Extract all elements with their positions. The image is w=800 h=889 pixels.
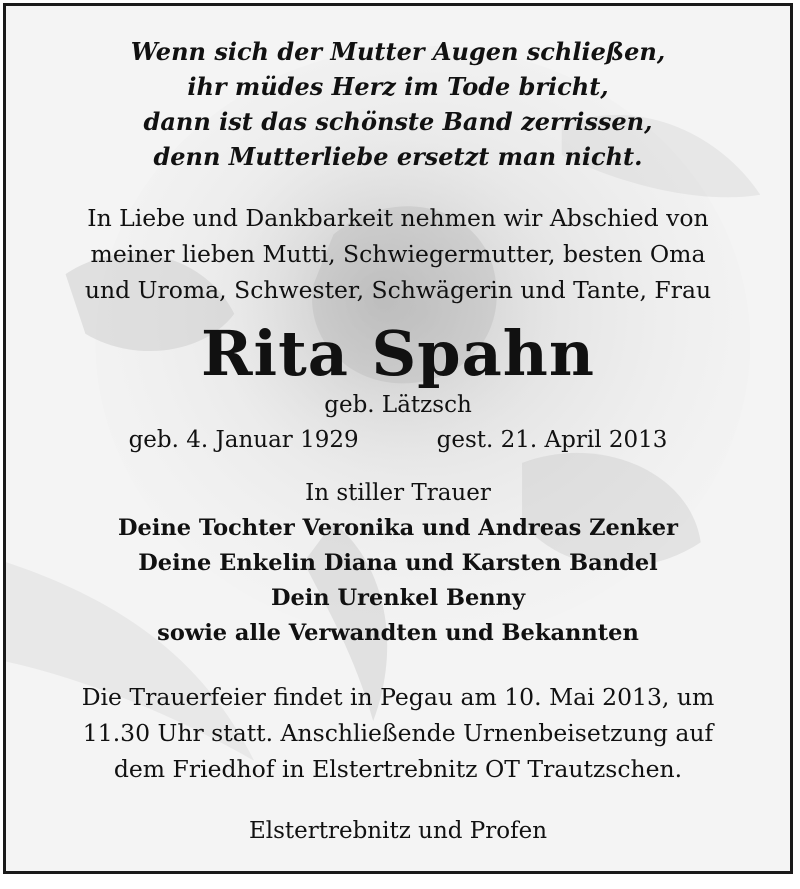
- poem-verse: [6, 34, 790, 174]
- poem-line: denn Mutterliebe ersetzt man nicht.: [153, 142, 643, 171]
- birth-date: geb. 4. Januar 1929: [128, 427, 359, 453]
- poem-line: dann ist das schönste Band zerrissen,: [143, 107, 653, 136]
- intro-line: meiner lieben Mutti, Schwiegermutter, besten Oma: [90, 240, 706, 268]
- mourning-label: In stiller Trauer: [305, 480, 491, 506]
- death-date: gest. 21. April 2013: [436, 427, 668, 453]
- poem-line: ihr müdes Herz im Tode bricht,: [187, 72, 609, 101]
- mourner-line: Deine Enkelin Diana und Karsten Bandel: [138, 550, 658, 576]
- mourners-list: [6, 511, 790, 651]
- deceased-name: Rita Spahn: [201, 317, 595, 390]
- funeral-service-info: [6, 679, 790, 787]
- mourner-line: Dein Urenkel Benny: [270, 585, 526, 611]
- notice-content: [6, 34, 790, 849]
- intro-line: und Uroma, Schwester, Schwägerin und Tante, Frau: [84, 276, 712, 304]
- life-dates: [6, 422, 790, 458]
- maiden-name: geb. Lätzsch: [324, 392, 472, 418]
- intro-paragraph: [6, 200, 790, 308]
- obituary-notice: [3, 3, 793, 874]
- service-line: Die Trauerfeier findet in Pegau am 10. Mai 2013, um: [81, 683, 715, 711]
- poem-line: Wenn sich der Mutter Augen schließen,: [130, 37, 666, 66]
- mourner-line: sowie alle Verwandten und Bekannten: [157, 620, 639, 646]
- intro-line: In Liebe und Dankbarkeit nehmen wir Abschied von: [87, 204, 709, 232]
- service-line: 11.30 Uhr statt. Anschließende Urnenbeisetzung auf: [82, 719, 714, 747]
- mourner-line: Deine Tochter Veronika und Andreas Zenker: [118, 515, 678, 541]
- places-line: Elstertrebnitz und Profen: [248, 818, 548, 844]
- service-line: dem Friedhof in Elstertrebnitz OT Trautzschen.: [113, 755, 683, 783]
